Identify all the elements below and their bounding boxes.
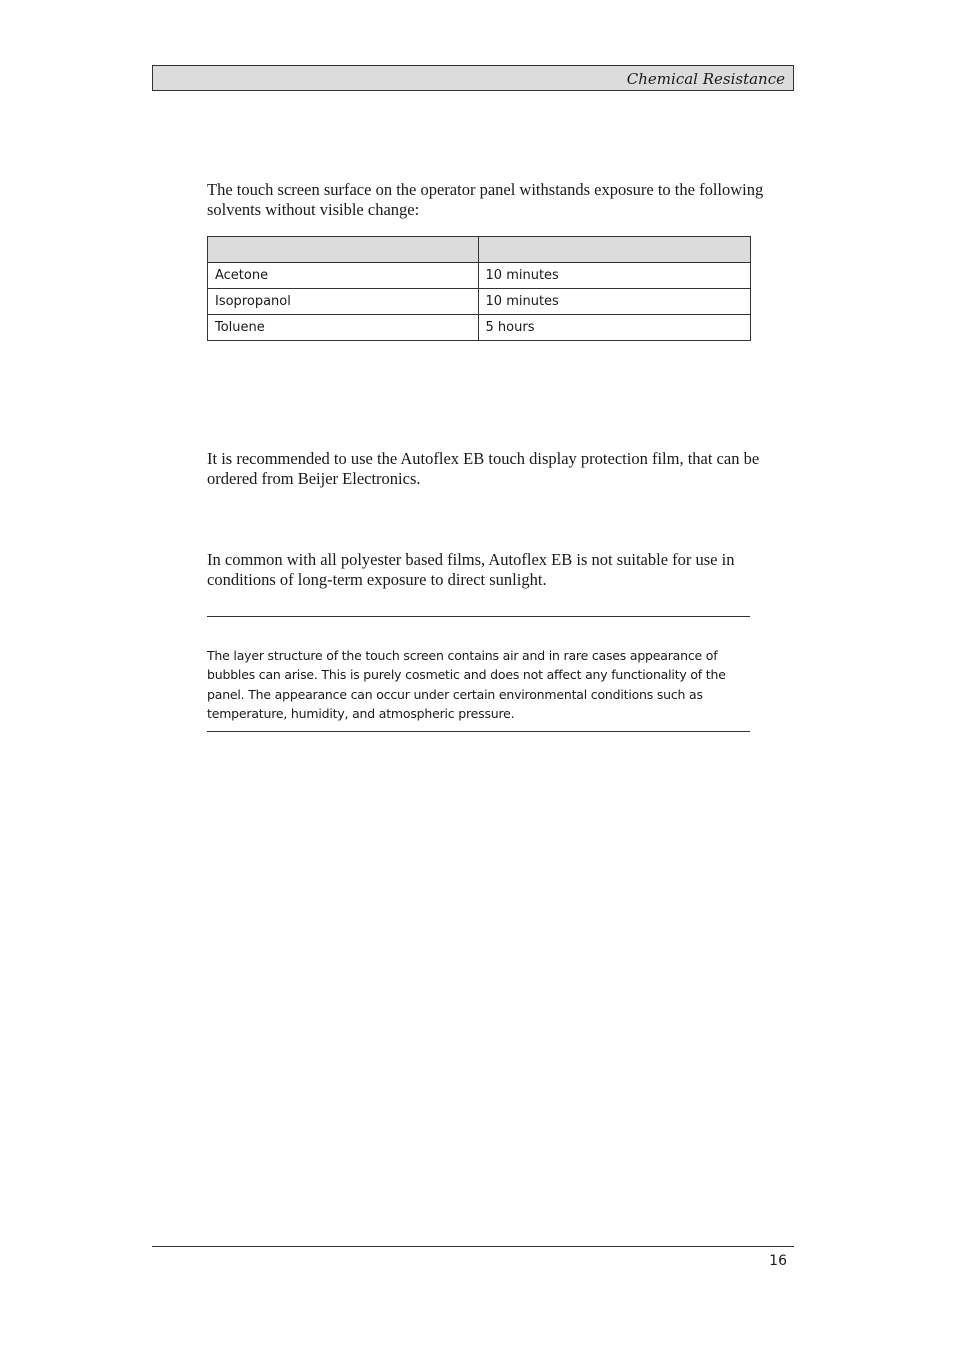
page-number: 16 xyxy=(769,1253,787,1269)
header-cell-time xyxy=(478,237,750,263)
running-header xyxy=(152,65,794,91)
header-title: Chemical Resistance xyxy=(626,70,785,88)
table-header-row xyxy=(208,237,751,263)
solvent-cell: Toluene xyxy=(208,315,479,341)
note-box xyxy=(207,616,750,732)
solvent-cell: Isopropanol xyxy=(208,289,479,315)
table-row xyxy=(208,289,751,315)
solvent-resistance-table xyxy=(207,236,751,341)
exposure-time-cell: 10 minutes xyxy=(478,263,750,289)
footer-rule xyxy=(152,1246,794,1247)
intro-paragraph: The touch screen surface on the operator panel withstands exposure to the following solvents without visible change: xyxy=(207,180,764,219)
exposure-time-cell: 5 hours xyxy=(478,315,750,341)
note-text: The layer structure of the touch screen contains air and in rare cases appearance of bubbles can arise. This is purely cosmetic and does not affect any functionality of the panel. The appearance can occur under certain environmental conditions such as temperature, humidity, and atmospheric pressure. xyxy=(207,648,726,721)
exposure-time-cell: 10 minutes xyxy=(478,289,750,315)
table-row xyxy=(208,263,751,289)
protection-film-paragraph: It is recommended to use the Autoflex EB touch display protection film, that can be ordered from Beijer Electronics. xyxy=(207,449,760,488)
sunlight-paragraph: In common with all polyester based films, Autoflex EB is not suitable for use in conditions of long-term exposure to direct sunlight. xyxy=(207,550,735,589)
header-cell-solvent xyxy=(208,237,479,263)
solvent-cell: Acetone xyxy=(208,263,479,289)
table-row xyxy=(208,315,751,341)
